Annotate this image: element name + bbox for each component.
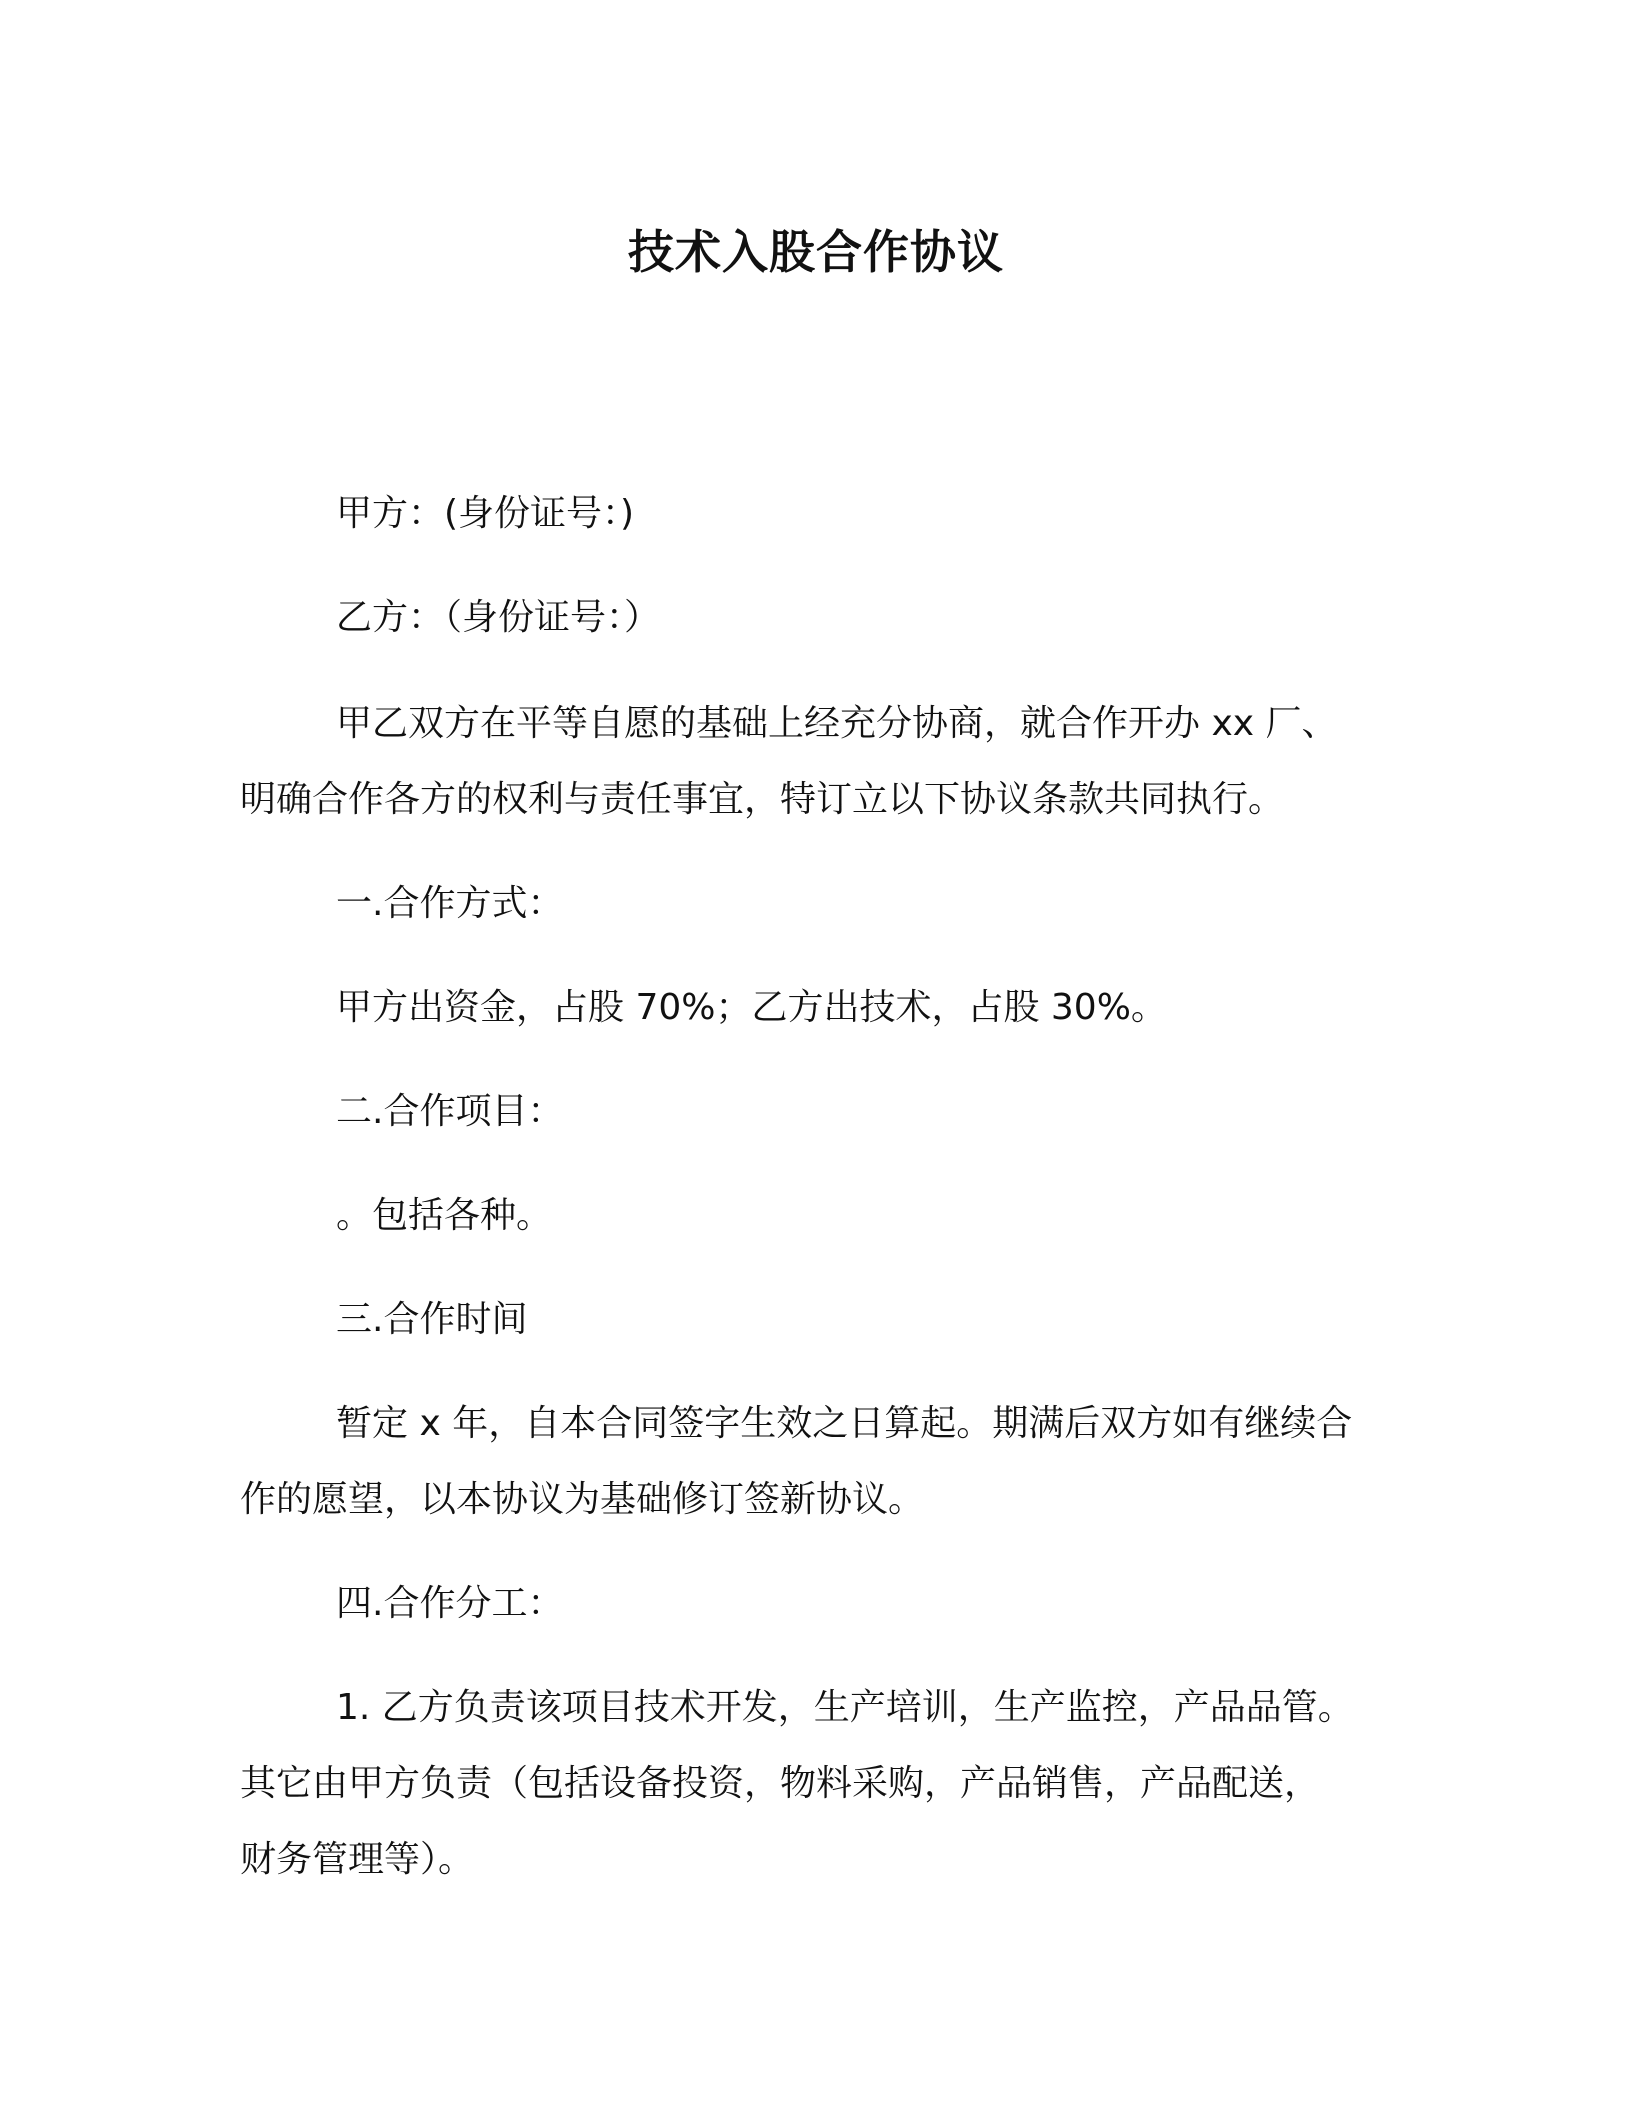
section-mode-text: 甲方出资金，占股 70%；乙方出技术，占股 30%。 [336, 987, 1167, 1028]
section-time-text-1: 暂定 x 年，自本合同签字生效之日算起。期满后双方如有继续合 [336, 1403, 1353, 1444]
intro-line-2: 明确合作各方的权利与责任事宜，特订立以下协议条款共同执行。 [240, 779, 1285, 820]
section-mode-heading: 一.合作方式： [336, 883, 564, 924]
document-title: 技术入股合作协议 [628, 225, 1004, 279]
section-division-item-3: 财务管理等）。 [240, 1839, 475, 1880]
section-project-text: 。包括各种。 [336, 1195, 553, 1236]
section-division-item-2: 其它由甲方负责（包括设备投资，物料采购，产品销售，产品配送， [240, 1763, 1321, 1804]
section-division-item-1: 1. 乙方负责该项目技术开发，生产培训，生产监控，产品品管。 [336, 1687, 1354, 1728]
intro-line-1: 甲乙双方在平等自愿的基础上经充分协商，就合作开办 xx 厂、 [336, 703, 1338, 744]
party-a-line: 甲方：(身份证号：) [336, 493, 635, 534]
section-time-text-2: 作的愿望，以本协议为基础修订签新协议。 [240, 1479, 925, 1520]
section-time-heading: 三.合作时间 [336, 1299, 528, 1340]
section-project-heading: 二.合作项目： [336, 1091, 564, 1132]
party-b-line: 乙方：（身份证号：） [336, 597, 661, 638]
section-division-heading: 四.合作分工： [336, 1583, 564, 1624]
